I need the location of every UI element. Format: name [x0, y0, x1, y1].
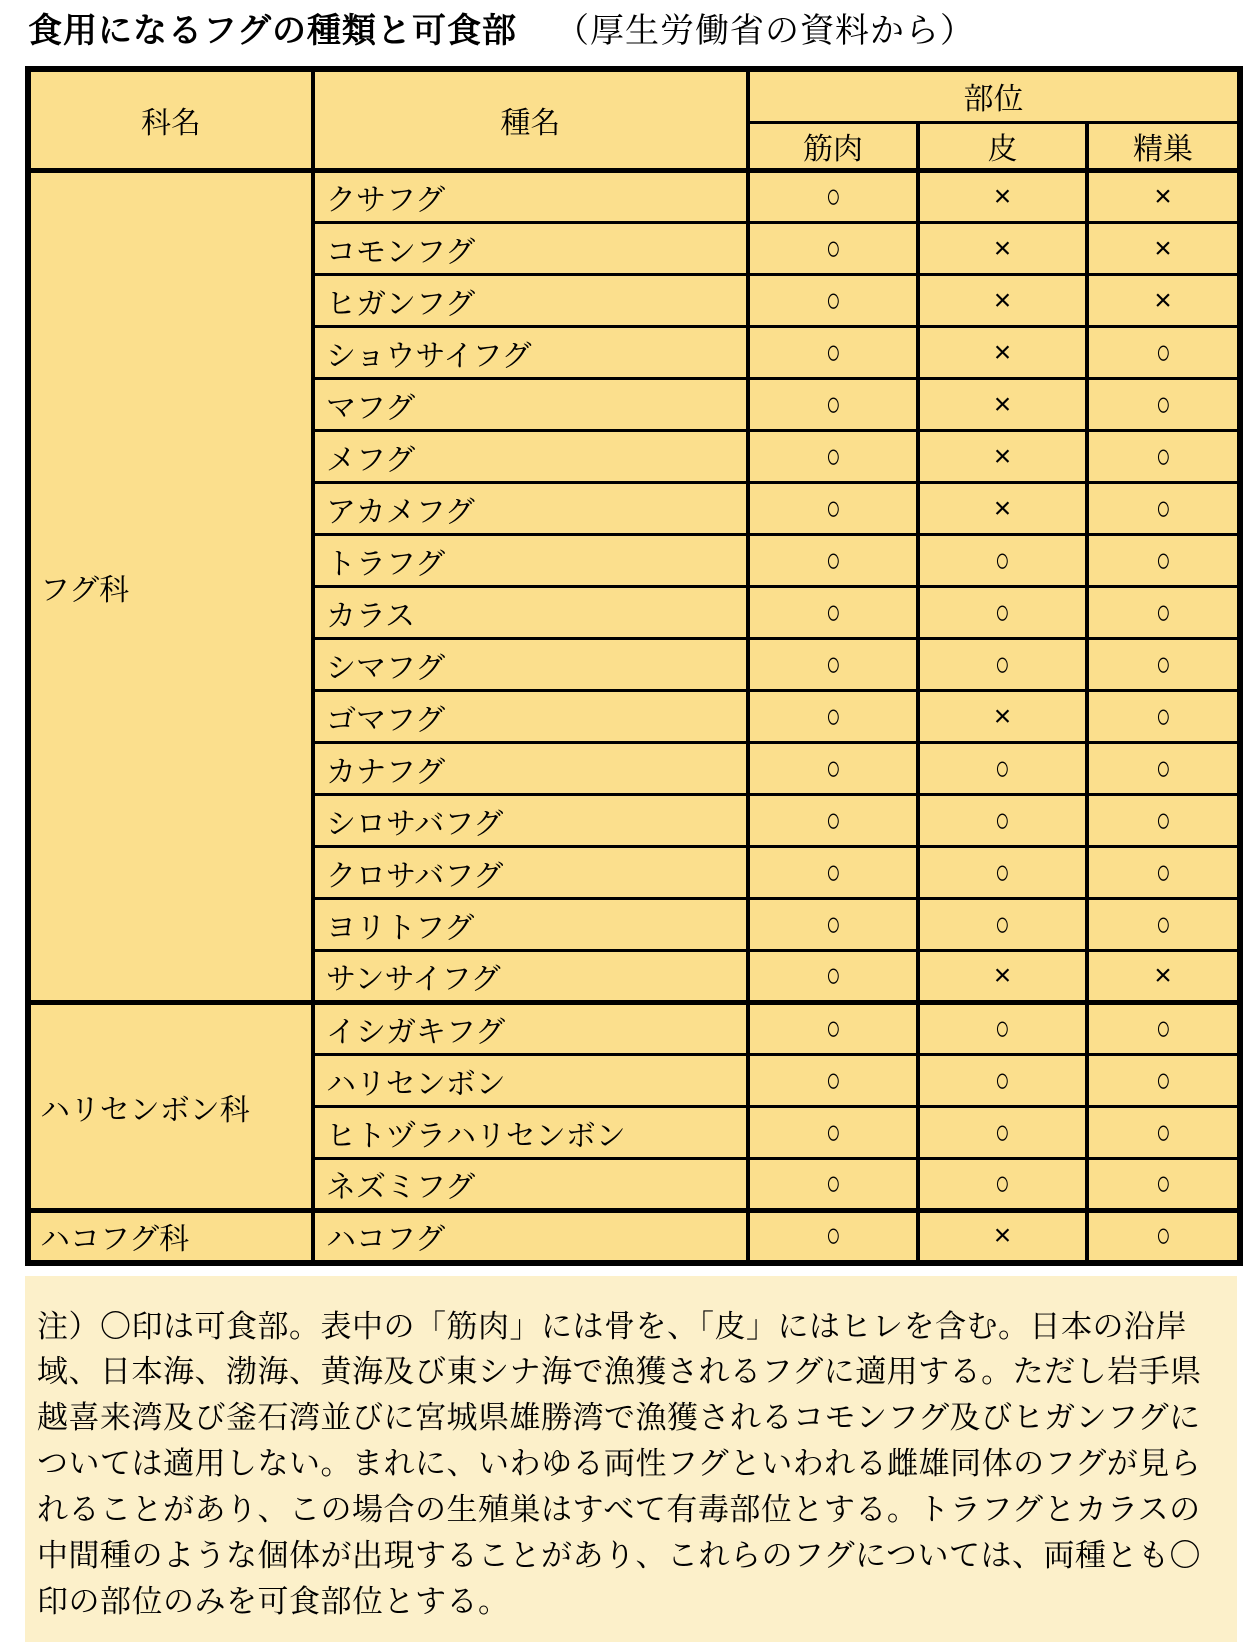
header-part-skin: 皮	[918, 123, 1087, 171]
edible-mark-icon: ○	[825, 1162, 841, 1203]
inedible-mark-icon: ×	[993, 491, 1012, 525]
edible-mark-icon: ○	[1155, 591, 1171, 631]
edible-mark-icon: ○	[994, 1111, 1010, 1151]
mark-cell-testes	[1087, 1107, 1240, 1159]
species-cell: ヨリトフグ	[313, 899, 748, 951]
mark-cell-testes	[1087, 431, 1240, 483]
edible-mark-icon: ○	[1155, 435, 1171, 475]
edible-mark-icon: ○	[825, 279, 841, 319]
edible-mark-icon: ○	[994, 1007, 1010, 1048]
mark-cell-muscle	[748, 431, 918, 483]
mark-cell-testes	[1087, 1211, 1240, 1263]
mark-cell-muscle	[748, 1159, 918, 1211]
family-cell: フグ科	[28, 171, 313, 1003]
species-cell: シロサバフグ	[313, 795, 748, 847]
edible-mark-icon: ○	[825, 1215, 841, 1255]
page-title	[0, 0, 1259, 53]
inedible-mark-icon: ×	[1154, 283, 1172, 317]
table-row	[28, 171, 1240, 223]
mark-cell-skin	[918, 327, 1087, 379]
inedible-mark-icon: ×	[993, 283, 1012, 317]
mark-cell-skin	[918, 431, 1087, 483]
species-cell: カラス	[313, 587, 748, 639]
mark-cell-muscle	[748, 379, 918, 431]
mark-cell-muscle	[748, 1211, 918, 1263]
mark-cell-muscle	[748, 1003, 918, 1055]
inedible-mark-icon: ×	[1154, 231, 1172, 265]
mark-cell-muscle	[748, 535, 918, 587]
edible-mark-icon: ○	[1155, 1111, 1171, 1151]
edible-mark-icon: ○	[1155, 1007, 1171, 1048]
edible-mark-icon: ○	[1155, 851, 1171, 891]
title-sub: （厚生労働省の資料から）	[554, 12, 975, 50]
mark-cell-skin	[918, 1107, 1087, 1159]
edible-mark-icon: ○	[994, 643, 1010, 683]
mark-cell-testes	[1087, 379, 1240, 431]
species-cell: ハコフグ	[313, 1211, 748, 1263]
mark-cell-skin	[918, 275, 1087, 327]
mark-cell-skin	[918, 691, 1087, 743]
edible-mark-icon: ○	[1155, 383, 1171, 423]
mark-cell-testes	[1087, 587, 1240, 639]
inedible-mark-icon: ×	[993, 180, 1012, 213]
edible-mark-icon: ○	[825, 591, 841, 631]
edible-mark-icon: ○	[1155, 903, 1171, 943]
mark-cell-testes	[1087, 275, 1240, 327]
mark-cell-testes	[1087, 483, 1240, 535]
edible-mark-icon: ○	[825, 643, 841, 683]
edible-mark-icon: ○	[994, 903, 1010, 943]
header-row-top	[28, 69, 1240, 123]
edible-mark-icon: ○	[825, 1059, 841, 1099]
mark-cell-muscle	[748, 691, 918, 743]
edible-mark-icon: ○	[1155, 539, 1171, 579]
mark-cell-muscle	[748, 1055, 918, 1107]
family-cell: ハコフグ科	[28, 1211, 313, 1263]
mark-cell-testes	[1087, 899, 1240, 951]
edible-mark-icon: ○	[994, 747, 1010, 787]
mark-cell-testes	[1087, 1003, 1240, 1055]
mark-cell-muscle	[748, 587, 918, 639]
species-cell: サンサイフグ	[313, 951, 748, 1003]
mark-cell-skin	[918, 171, 1087, 223]
header-family: 科名	[28, 69, 313, 171]
note-text: 注）〇印は可食部。表中の「筋肉」には骨を、「皮」にはヒレを含む。日本の沿岸域、日本海、渤海、黄海及び東シナ海で漁獲されるフグに適用する。ただし岩手県越喜来湾及び釜石湾並びに宮城県雄勝湾で漁獲されるコモンフグ及びヒガンフグについては適用しない。まれに、いわゆる両性フグといわれる雌雄同体のフグが見られることがあり、この場合の生殖巣はすべて有毒部位とする。トラフグとカラスの中間種のような個体が出現することがあり、これらのフグについては、両種とも〇印の部位のみを可食部位とする。	[37, 1308, 1202, 1619]
mark-cell-muscle	[748, 171, 918, 223]
species-cell: トラフグ	[313, 535, 748, 587]
edible-mark-icon: ○	[1155, 1215, 1171, 1255]
species-cell: メフグ	[313, 431, 748, 483]
mark-cell-muscle	[748, 899, 918, 951]
note-block	[25, 1276, 1237, 1642]
species-cell: クサフグ	[313, 171, 748, 223]
inedible-mark-icon: ×	[993, 231, 1012, 265]
species-cell: ショウサイフグ	[313, 327, 748, 379]
mark-cell-skin	[918, 379, 1087, 431]
mark-cell-testes	[1087, 171, 1240, 223]
mark-cell-skin	[918, 587, 1087, 639]
edible-mark-icon: ○	[1155, 1162, 1171, 1203]
mark-cell-muscle	[748, 275, 918, 327]
mark-cell-testes	[1087, 639, 1240, 691]
species-cell: カナフグ	[313, 743, 748, 795]
inedible-mark-icon: ×	[1154, 959, 1172, 992]
edible-mark-icon: ○	[825, 227, 841, 267]
mark-cell-skin	[918, 223, 1087, 275]
edible-mark-icon: ○	[825, 175, 841, 216]
inedible-mark-icon: ×	[993, 439, 1012, 473]
species-cell: マフグ	[313, 379, 748, 431]
mark-cell-muscle	[748, 327, 918, 379]
table-header	[28, 69, 1240, 171]
mark-cell-testes	[1087, 847, 1240, 899]
species-cell: ネズミフグ	[313, 1159, 748, 1211]
edible-mark-icon: ○	[825, 487, 841, 527]
family-cell: ハリセンボン科	[28, 1003, 313, 1211]
mark-cell-muscle	[748, 223, 918, 275]
mark-cell-muscle	[748, 951, 918, 1003]
species-cell: イシガキフグ	[313, 1003, 748, 1055]
table-row	[28, 1211, 1240, 1263]
inedible-mark-icon: ×	[993, 959, 1012, 992]
mark-cell-testes	[1087, 1055, 1240, 1107]
edible-mark-icon: ○	[1155, 1059, 1171, 1099]
header-parts: 部位	[748, 69, 1240, 123]
mark-cell-muscle	[748, 795, 918, 847]
species-cell: シマフグ	[313, 639, 748, 691]
edible-mark-icon: ○	[1155, 331, 1171, 371]
content-area	[25, 66, 1237, 1642]
edible-mark-icon: ○	[825, 954, 841, 995]
title-main: 食用になるフグの種類と可食部	[28, 12, 517, 50]
mark-cell-muscle	[748, 639, 918, 691]
edible-mark-icon: ○	[994, 1059, 1010, 1099]
edible-mark-icon: ○	[1155, 643, 1171, 683]
edible-mark-icon: ○	[994, 591, 1010, 631]
edible-mark-icon: ○	[825, 695, 841, 735]
edible-mark-icon: ○	[994, 799, 1010, 839]
edible-mark-icon: ○	[825, 1007, 841, 1048]
fugu-edibility-table	[25, 66, 1243, 1266]
edible-mark-icon: ○	[1155, 747, 1171, 787]
mark-cell-testes	[1087, 691, 1240, 743]
edible-mark-icon: ○	[1155, 799, 1171, 839]
species-cell: ヒトヅラハリセンボン	[313, 1107, 748, 1159]
mark-cell-skin	[918, 951, 1087, 1003]
species-cell: ゴマフグ	[313, 691, 748, 743]
mark-cell-testes	[1087, 795, 1240, 847]
mark-cell-testes	[1087, 951, 1240, 1003]
mark-cell-skin	[918, 535, 1087, 587]
table-row	[28, 1003, 1240, 1055]
header-part-muscle: 筋肉	[748, 123, 918, 171]
edible-mark-icon: ○	[825, 435, 841, 475]
inedible-mark-icon: ×	[993, 335, 1012, 369]
edible-mark-icon: ○	[825, 539, 841, 579]
edible-mark-icon: ○	[825, 799, 841, 839]
inedible-mark-icon: ×	[993, 699, 1012, 733]
mark-cell-muscle	[748, 483, 918, 535]
mark-cell-skin	[918, 899, 1087, 951]
header-species: 種名	[313, 69, 748, 171]
mark-cell-skin	[918, 639, 1087, 691]
mark-cell-skin	[918, 743, 1087, 795]
mark-cell-muscle	[748, 1107, 918, 1159]
mark-cell-testes	[1087, 1159, 1240, 1211]
species-cell: アカメフグ	[313, 483, 748, 535]
edible-mark-icon: ○	[825, 851, 841, 891]
mark-cell-skin	[918, 795, 1087, 847]
edible-mark-icon: ○	[825, 747, 841, 787]
edible-mark-icon: ○	[1155, 695, 1171, 735]
inedible-mark-icon: ×	[993, 1219, 1012, 1253]
edible-mark-icon: ○	[825, 383, 841, 423]
inedible-mark-icon: ×	[993, 387, 1012, 421]
table-body	[28, 171, 1240, 1263]
mark-cell-skin	[918, 847, 1087, 899]
header-part-testes: 精巣	[1087, 123, 1240, 171]
mark-cell-skin	[918, 1055, 1087, 1107]
edible-mark-icon: ○	[1155, 487, 1171, 527]
mark-cell-skin	[918, 483, 1087, 535]
mark-cell-skin	[918, 1211, 1087, 1263]
mark-cell-muscle	[748, 743, 918, 795]
mark-cell-testes	[1087, 535, 1240, 587]
mark-cell-testes	[1087, 223, 1240, 275]
species-cell: コモンフグ	[313, 223, 748, 275]
species-cell: ヒガンフグ	[313, 275, 748, 327]
edible-mark-icon: ○	[994, 1162, 1010, 1203]
mark-cell-testes	[1087, 327, 1240, 379]
mark-cell-muscle	[748, 847, 918, 899]
edible-mark-icon: ○	[825, 331, 841, 371]
species-cell: クロサバフグ	[313, 847, 748, 899]
mark-cell-skin	[918, 1003, 1087, 1055]
mark-cell-skin	[918, 1159, 1087, 1211]
species-cell: ハリセンボン	[313, 1055, 748, 1107]
inedible-mark-icon: ×	[1154, 180, 1172, 213]
edible-mark-icon: ○	[994, 539, 1010, 579]
edible-mark-icon: ○	[825, 903, 841, 943]
edible-mark-icon: ○	[825, 1111, 841, 1151]
mark-cell-testes	[1087, 743, 1240, 795]
edible-mark-icon: ○	[994, 851, 1010, 891]
